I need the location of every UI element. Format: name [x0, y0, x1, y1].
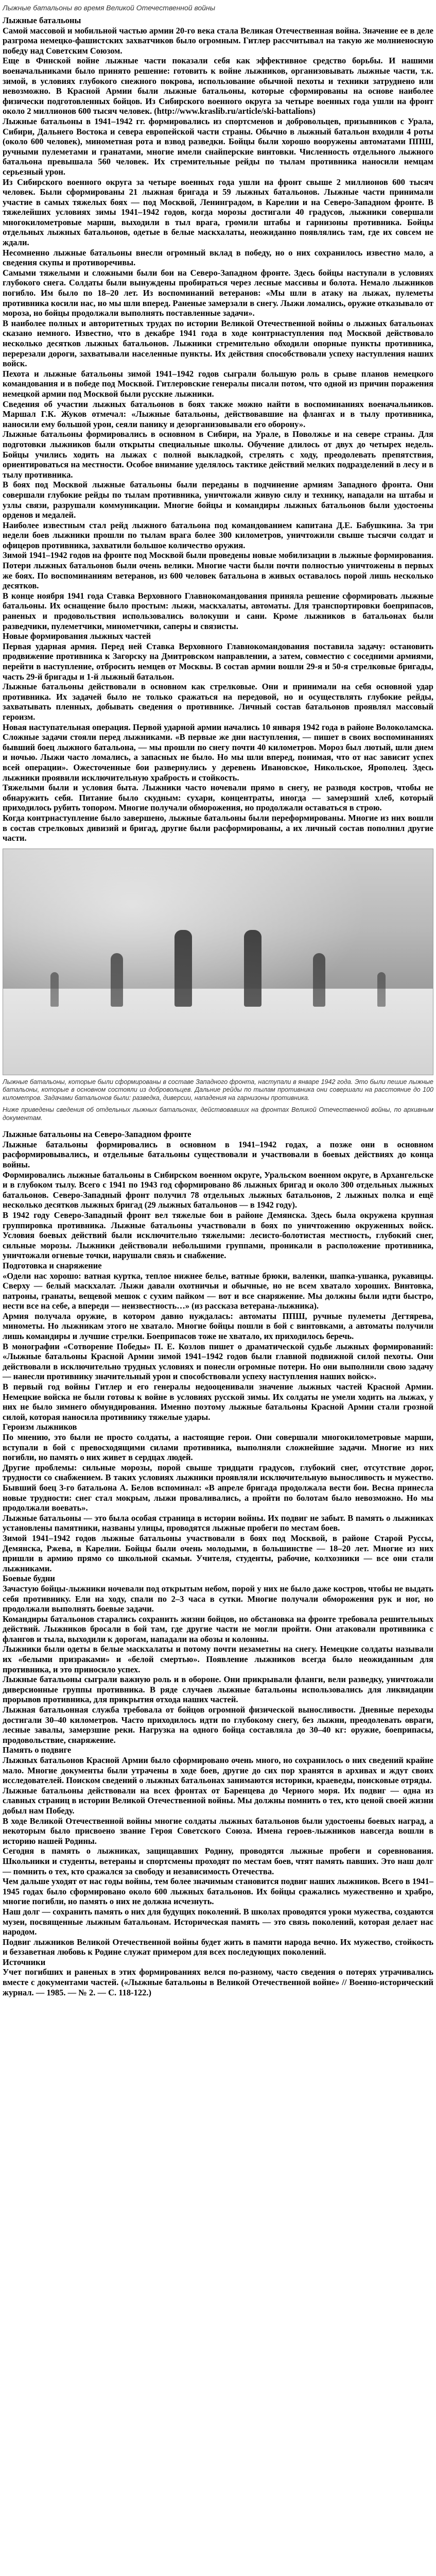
skier-silhouette	[313, 953, 325, 1007]
skier-silhouette	[111, 953, 123, 1007]
paragraph: Пехота и лыжные батальоны зимой 1941–1942 годов сыграли большую роль в срыве планов немецкого командования и в победе под Москвой. Гитлеровские генералы писали потом, что одной из причин поражения немецкой армии под Москвой были русские лыжники.	[3, 368, 433, 399]
paragraph: Чем дальше уходят от нас годы войны, тем более значимым становится подвиг наших лыжников. Всего в 1941–1945 годах было сформировано около 600 лыжных батальонов. Их бойцы сражались мужественно и храбро, многие погибли, но память о них не должна исчезнуть.	[3, 1876, 433, 1907]
paragraph: Лыжные батальоны в 1941–1942 гг. формировались из спортсменов и добровольцев, призывников с Урала, Сибири, Дальнего Востока и севера европейской части страны. Обычно в лыжный батальон входили 4 роты (около 600 человек), минометная рота и взвод разведки. Бойцы были хорошо вооружены автоматами ППШ, ручными пулеметами и гранатами, многие имели снайперские винтовки. Численность отдельного лыжного батальона превышала 560 человек. Их стремительные рейды по тылам противника наносили немцам серьезный урон.	[3, 116, 433, 177]
paragraph: Первая ударная армия. Перед ней Ставка Верховного Главнокомандования поставила задачу: остановить продвижение противника к Загорску на Дмитровском направлении, а затем, совместно с соседними армиями, перейти в наступление, отбросить немцев от Москвы. В состав армии вошли 29-я и 50-я стрелковые бригады, часть 29-й бригады и 1-й лыжный батальон.	[3, 641, 433, 682]
paragraph: Сведения об участии лыжных батальонов в боях также можно найти в воспоминаниях военачальников. Маршал Г.К. Жуков отмечал: «Лыжные батальоны, действовавшие на флангах и в тылу противника, наносили ему большой урон, сеяли панику и дезорганизовывали его оборону».	[3, 399, 433, 429]
paragraph: Лыжные батальоны формировались в основном в Сибири, на Урале, в Поволжье и на севере страны. Для подготовки лыжников были открыты специальные школы. Обучение длилось от двух до четырех недель. Бойцы учились ходить на лыжах с полной выкладкой, стрелять с ходу, преодолевать препятствия, ориентироваться на местности. Особое внимание уделялось тактике действий мелких подразделений в лесу и в тылу противника.	[3, 429, 433, 480]
paragraph: Тяжелыми были и условия быта. Лыжники часто ночевали прямо в снегу, не разводя костров, чтобы не обнаружить себя. Питание было скудным: сухари, концентраты, иногда — замерзший хлеб, который приходилось рубить топором. Многие получали обморожения, но продолжали оставаться в строю.	[3, 783, 433, 813]
paragraph: Учет погибших и раненых в этих формированиях велся по-разному, часто сведения о потерях утрачивались вместе с документами частей. («Лыжные батальоны в Великой Отечественной войне» // Военно-исторический журнал. — 1985. — № 2. — С. 118-122.)	[3, 1967, 433, 1997]
section-heading: Героизм лыжников	[3, 1422, 77, 1432]
paragraph: В ходе Великой Отечественной войны многие солдаты лыжных батальонов были удостоены боевых наград, а некоторым было присвоено звание Героя Советского Союза. Имена героев-лыжников навсегда вошли в историю нашей Родины.	[3, 1816, 433, 1846]
section-heading: Источники	[3, 1957, 46, 1967]
paragraph: Когда контрнаступление было завершено, лыжные батальоны были переформированы. Многие из них вошли в состав стрелковых дивизий и бригад, другие были расформированы, а их личный состав пополнил другие части.	[3, 812, 433, 843]
page-title: Лыжные батальоны во время Великой Отечественной войны	[3, 4, 216, 12]
paragraph: В боях под Москвой лыжные батальоны были переданы в подчинение армиям Западного фронта. Они совершали глубокие рейды по тылам противника, уничтожали живую силу и технику, нападали на штабы и узлы связи, разрушали коммуникации. Многие бойцы и командиры лыжных батальонов были удостоены орденов и медалей.	[3, 480, 433, 520]
section-heading: Память о подвиге	[3, 1745, 72, 1755]
paragraph: Лыжные батальоны действовали на всех фронтах от Баренцева до Черного моря. Их подвиг — одна из славных страниц в истории Великой Отечественной войны. Мы должны помнить о тех, кто ценой своей жизни добыл нам Победу.	[3, 1785, 433, 1816]
paragraph: Еще в Финской войне лыжные части показали себя как эффективное средство борьбы. И нашими военачальниками было принято решение: готовить к войне лыжников, организовывать лыжные части, т.к. зимой, в условиях глубокого снежного покрова, использование обычной пехоты и техники затруднено или невозможно. В Красной Армии были лыжные батальоны, которые сформированы на основе наиболее физически подготовленных бойцов. Из Сибирского военного округа за четыре военных года ушли на фронт около 2 миллионов 600 тысяч человек. (http://www.kraslib.ru/article/ski-battalions)	[3, 56, 433, 116]
paragraph: Самой массовой и мобильной частью армии 20-го века стала Великая Отечественная война. Значение ее в деле разгрома немецко-фашистских захватчиков было огромным. Гитлер рассчитывал на такую же молниеносную победу над Советским Союзом.	[3, 25, 433, 56]
paragraph: Лыжные батальоны формировались в основном в 1941–1942 годах, а позже они в основном расформировывались, и отдельные батальоны существовали и участвовали в боевых действиях до конца войны.	[3, 1139, 433, 1170]
section-heading: Лыжные батальоны на Северо-Западном фронте	[3, 1129, 191, 1140]
paragraph: Самыми тяжелыми и сложными были бои на Северо-Западном фронте. Здесь бойцы наступали в условиях глубокого снега. Солдаты были вынуждены пробираться через лесные массивы и болота. Немало лыжников погибло. Им было по 18–20 лет. Из воспоминаний ветеранов: «Мы шли в атаку на лыжах, пулеметы противника косили нас, но мы шли вперед. Раненые замерзали в снегу. Лыжи ломались, оружие отказывало от мороза, но бойцы продолжали выполнять поставленные задачи».	[3, 267, 433, 318]
paragraph: В монографии «Сотворение Победы» П. Е. Козлов пишет о драматической судьбе лыжных формирований: «Лыжные батальоны Красной Армии зимой 1941–1942 годов были главной подвижной силой пехоты. Они действовали в исключительно трудных условиях и понесли огромные потери. Но они выполнили свою задачу — нанесли противнику значительный урон и способствовали успеху наступления наших войск».	[3, 1341, 433, 1382]
paragraph: Наиболее известным стал рейд лыжного батальона под командованием капитана Д.Е. Бабушкина. За три недели боев лыжники прошли по тылам врага более 300 километров, уничтожили свыше тысячи солдат и офицеров противника, захватили большое количество оружия.	[3, 520, 433, 550]
article-figure	[3, 849, 433, 1123]
skier-silhouette	[377, 972, 386, 1007]
paragraph: В наиболее полных и авторитетных трудах по истории Великой Отечественной войны о лыжных батальонах сказано немного. Известно, что в декабре 1941 года в ходе контрнаступления под Москвой действовало несколько десятков лыжных батальонов. Лыжники стремительно обходили опорные пункты противника, перерезали дороги, захватывали населенные пункты. Их действия способствовали успеху наступления наших войск.	[3, 318, 433, 369]
section-heading: Боевые будни	[3, 1573, 55, 1584]
paragraph: Новая наступательная операция. Первой ударной армии начались 10 января 1942 года в районе Волоколамска. Сложные задачи стояли перед лыжниками. «В первые же дни наступления, — пишет в своих воспоминаниях бывший боец лыжного батальона, — мы прошли по снегу почти 40 километров. Мороз был лютый, шли днем и ночью. Лыжи часто ломались, а запасных не было. Но мы шли вперед, понимая, что от нас зависит успех всей операции». Ожесточенные бои развернулись у деревень Ивановское, Никольское, Ярополец. Здесь лыжники проявили исключительную храбрость и стойкость.	[3, 722, 433, 783]
paragraph: Несомненно лыжные батальоны внесли огромный вклад в победу, но о них сохранилось известно мало, а сведения скупы и противоречивы.	[3, 247, 433, 268]
paragraph: Зимой 1941–1942 годов лыжные батальоны участвовали в боях под Москвой, в районе Старой Руссы, Демянска, Ржева, в Карелии. Бойцы были очень молодыми, в большинстве — 18–20 лет. Многие из них пришли в армию прямо со школьной скамьи. Учителя, студенты, рабочие, колхозники — все они стали лыжниками.	[3, 1533, 433, 1573]
article-body-continued	[3, 1129, 433, 1997]
skier-silhouette	[175, 930, 192, 1007]
paragraph: В конце ноября 1941 года Ставка Верховного Главнокомандования приняла решение сформировать лыжные батальоны. Их оснащение было простым: лыжи, маскхалаты, автоматы. Для транспортировки боеприпасов, раненых и продовольствия использовались волокуши и сани. Кроме лыжников в батальонах были разведчики, пулеметчики, минометчики, саперы и связисты.	[3, 590, 433, 631]
paragraph: Армия получала оружие, в котором давно нуждалась: автоматы ППШ, ручные пулеметы Дегтярева, минометы. Но лыжникам этого не хватало. Многие бойцы пошли в бой с винтовками, а автоматы получили лишь командиры и лучшие стрелки. Боеприпасов тоже не хватало, их приходилось беречь.	[3, 1311, 433, 1342]
paragraph: В 1942 году Северо-Западный фронт вел тяжелые бои в районе Демянска. Здесь была окружена крупная группировка противника. Лыжные батальоны участвовали в боях по уничтожению окруженных войск. Условия боевых действий были исключительно тяжелыми: лесисто-болотистая местность, глубокий снег, сильные морозы. Лыжники действовали небольшими группами, проникали в расположение противника, уничтожали огневые точки, нарушали связь и снабжение.	[3, 1210, 433, 1261]
paragraph: Из Сибирского военного округа за четыре военных года ушли на фронт свыше 2 миллионов 600 тысяч человек. Были сформированы 21 лыжная бригада и 59 лыжных батальонов. Лыжные части принимали участие в самых тяжелых боях — под Москвой, Ленинградом, в Карелии и на Северо-Западном фронте. В тяжелейших условиях зимы 1941–1942 годов, когда морозы достигали 40 градусов, лыжники совершали многокилометровые марши, выходили в тыл врага, громили штабы и гарнизоны противника. Бойцы отдельных лыжных батальонов, одетые в белые маскхалаты, неожиданно появлялись там, где их совсем не ждали.	[3, 177, 433, 248]
article-body	[3, 15, 433, 843]
paragraph: Формировались лыжные батальоны в Сибирском военном округе, Уральском военном округе, в Архангельске и в глубоком тылу. Всего с 1941 по 1943 год сформировано 86 лыжных бригад и около 300 отдельных лыжных батальонов. Северо-Западный фронт получил 78 отдельных лыжных батальонов, 2 лыжных полка и ещё несколько десятков лыжных бригад (29 лыжных батальонов — в 1942 году).	[3, 1170, 433, 1210]
section-heading: Подготовка и снаряжение	[3, 1260, 102, 1270]
paragraph: Подвиг лыжников Великой Отечественной войны будет жить в памяти народа вечно. Их мужество, стойкость и беззаветная любовь к Родине служат примером для всех последующих поколений.	[3, 1937, 433, 1957]
paragraph: «Одели нас хорошо: ватная куртка, теплое нижнее белье, ватные брюки, валенки, шапка-ушанка, рукавицы. Сверху — белый маскхалат. Лыжи давали охотничьи и обычные, но не всем хватало хороших. Винтовка, патроны, гранаты, вещевой мешок с сухим пайком — вот и все снаряжение. Мы должны были идти быстро, нести все на себе, а впереди — неизвестность…» (из рассказа ветерана-лыжника).	[3, 1270, 433, 1311]
skier-silhouette	[50, 972, 59, 1007]
paragraph: По мнению, это были не просто солдаты, а настоящие герои. Они совершали многокилометровые марши, вступали в бой с превосходящими силами противника, выполняли сложнейшие задачи. Многие из них погибли, но память о них живет в сердцах людей.	[3, 1432, 433, 1463]
paragraph: Сегодня в память о лыжниках, защищавших Родину, проводятся лыжные пробеги и соревнования. Школьники и студенты, ветераны и спортсмены проходят по местам боев, чтят память павших. Это наш долг — помнить о тех, кто сражался за свободу и независимость Отечества.	[3, 1846, 433, 1876]
paragraph: В первый год войны Гитлер и его генералы недооценивали значение лыжных частей Красной Армии. Немецкие войска не были готовы к войне в условиях русской зимы. Их солдаты не умели ходить на лыжах, у них не было зимнего обмундирования. Именно поэтому лыжные батальоны Красной Армии стали грозной силой, которая наносила противнику тяжелые удары.	[3, 1382, 433, 1422]
skier-silhouettes	[25, 930, 412, 1007]
figure-caption	[3, 1078, 433, 1123]
ski-battalion-photo	[3, 849, 433, 1075]
section-heading: Лыжные батальоны	[3, 15, 81, 25]
paragraph: Лыжные батальоны сыграли важную роль и в обороне. Они прикрывали фланги, вели разведку, уничтожали диверсионные группы противника. В ряде случаев лыжные батальоны использовались для ликвидации прорывов противника, для прикрытия отхода наших частей.	[3, 1674, 433, 1705]
paragraph: Зачастую бойцы-лыжники ночевали под открытым небом, порой у них не было даже костров, чтобы не выдать себя противнику. Ели на ходу, спали по 2–3 часа в сутки. Многие получали обморожения рук и ног, но продолжали выполнять боевые задачи.	[3, 1583, 433, 1614]
caption-paragraph: Лыжные батальоны, которые были сформированы в составе Западного фронта, наступали в январе 1942 года. Это были пешие лыжные батальоны, которые в основном состояли из добровольцев. Дальние рейды по тылам противника они совершали на расстояние до 100 километров. Задачами батальонов были: разведка, диверсии, нападения на гарнизоны противника.	[3, 1078, 433, 1101]
paragraph: Лыжных батальонов Красной Армии было сформировано очень много, но сохранилось о них сведений крайне мало. Многие документы были утрачены в ходе боев, другие до сих пор хранятся в архивах и ждут своих исследователей. Поиском сведений о лыжных батальонах занимаются историки, краеведы, поисковые отряды.	[3, 1755, 433, 1786]
paragraph: Зимой 1941–1942 годов на фронте под Москвой были проведены новые мобилизации в лыжные формирования. Потери лыжных батальонов были очень велики. Многие части были почти полностью уничтожены в первых же боях. По воспоминаниям ветеранов, из 600 человек батальона в живых оставалось порой лишь несколько десятков.	[3, 550, 433, 591]
paragraph: Другие проблемы: сильные морозы, порой свыше тридцати градусов, глубокий снег, отсутствие дорог, трудности со снабжением. В таких условиях лыжники проявляли исключительную выносливость и мужество. Бывший боец 3-го батальона А. Белов вспоминал: «В апреле бригада продолжала вести бои. Весна принесла новые трудности: снег стал мокрым, лыжи проваливались, а пройти по болотам было невозможно. Но мы продолжали воевать».	[3, 1462, 433, 1513]
paragraph: Лыжные батальоны — это была особая страница в истории войны. Их подвиг не забыт. В память о лыжниках установлены памятники, названы улицы, проводятся лыжные пробеги по местам боев.	[3, 1513, 433, 1533]
paragraph: Лыжники были одеты в белые маскхалаты и потому почти незаметны на снегу. Немецкие солдаты называли их «белыми призраками» и «белой смертью». Появление лыжников всегда было неожиданным для противника, и это приносило успех.	[3, 1644, 433, 1674]
paragraph: Наш долг — сохранить память о них для будущих поколений. В школах проводятся уроки мужества, создаются музеи, посвященные лыжным батальонам. Историческая память — это связь поколений, которая делает нас народом.	[3, 1906, 433, 1937]
paragraph: Лыжная батальонная служба требовала от бойцов огромной физической выносливости. Дневные переходы достигали 30–40 километров. Часто приходилось идти по глубокому снегу, без лыжни, преодолевать овраги, лесные завалы, замерзшие реки. Нагрузка на одного бойца составляла до 30–40 кг: оружие, боеприпасы, продовольствие, снаряжение.	[3, 1705, 433, 1745]
section-heading: Новые формирования лыжных частей	[3, 631, 151, 641]
skier-silhouette	[244, 930, 261, 1007]
caption-paragraph: Ниже приведены сведения об отдельных лыжных батальонах, действовавших на фронтах Великой Отечественной войны, по архивным документам.	[3, 1106, 433, 1122]
paragraph: Командиры батальонов старались сохранить жизни бойцов, но обстановка на фронте требовала решительных действий. Лыжников бросали в бой там, где другие части не могли пройти. Они атаковали противника с флангов и тыла, выходили к дорогам, нападали на обозы и колонны.	[3, 1614, 433, 1644]
paragraph: Лыжные батальоны действовали в основном как стрелковые. Они и принимали на себя основной удар противника. Их задачей было не только сражаться на передовой, но и осуществлять глубокие рейды, захватывать пленных, добывать сведения о противнике. Личный состав батальонов проявлял массовый героизм.	[3, 682, 433, 722]
